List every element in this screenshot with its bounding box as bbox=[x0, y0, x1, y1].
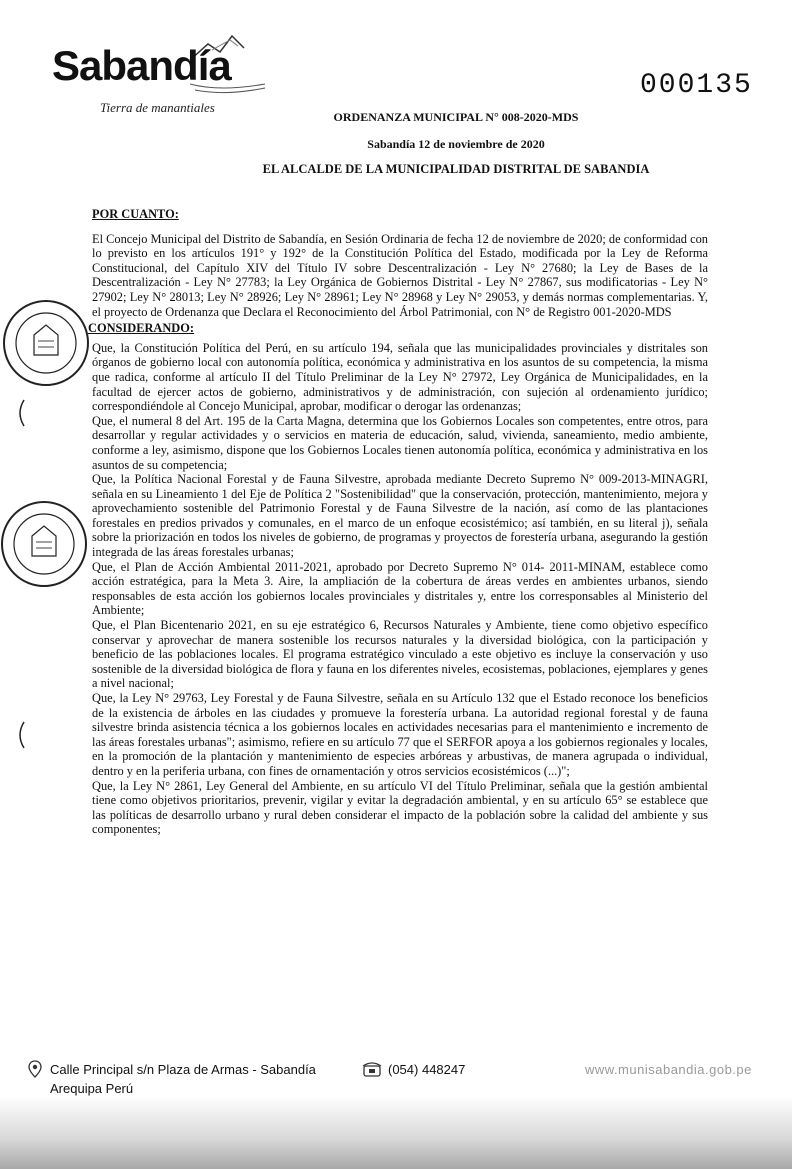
footer-city: Arequipa Perú bbox=[50, 1081, 134, 1096]
ordinance-date: Sabandía 12 de noviembre de 2020 bbox=[367, 137, 545, 151]
location-pin-icon bbox=[28, 1060, 42, 1078]
por-cuanto-paragraph: El Concejo Municipal del Distrito de Sabandía, en Sesión Ordinaria de fecha 12 de noviembre de 2020; de conformidad con lo previsto en los artículos 191° y 192° de la Constitución Política del Estado, modificada por la Ley de Reforma Constitucional, del Capítulo XIV del Título IV sobre Descentralización - Ley N° 27680; la Ley de Bases de la Descentralización - Ley N° 27783; la Ley Orgánica de Gobiernos Distrital - Ley N° 27867, sus modificatorias - Ley N° 27902; Ley N° 28013; Ley N° 28926; Ley N° 28961; Ley N° 28968 y Ley N° 29053, y demás normas complementarias. Y, el proyecto de Ordenanza que Declara el Reconocimiento del Árbol Patrimonial, con N° de Registro 001-2020-MDS bbox=[92, 231, 708, 319]
ordinance-title: ORDENANZA MUNICIPAL N° 008-2020-MDS bbox=[333, 110, 579, 124]
considerando-paragraph: Que, el numeral 8 del Art. 195 de la Carta Magna, determina que los Gobiernos Locales son competentes, entre otros, para desarrollar y regular actividades y o servicios en materia de educación, salud, vivienda, saneamiento, medio ambiente, conforme a ley, asimismo, dispone que los Gobiernos Locales tienen autonomía política, económica y administrativa en los asuntos de su competencia; bbox=[92, 413, 708, 472]
considerando-paragraph: Que, la Política Nacional Forestal y de Fauna Silvestre, aprobada mediante Decreto Supremo N° 009-2013-MINAGRI, señala en su Lineamiento 1 del Eje de Política 2 "Sostenibilidad" que la conservación, protección, mantenimiento, mejora y aprovechamiento sostenible del Patrimonio Forestal y de Fauna Silvestre de la nación, así como de las plantaciones forestales en predios privados y comunales, en el marco de un enfoque ecosistémico; así también, en su literal j), señala sobre la priorización en todos los niveles de gobierno, de programas y proyectos de forestería urbana, asegurando la gestión integrada de las áreas forestales urbanas; bbox=[92, 472, 708, 560]
considerando-paragraph: Que, la Ley N° 29763, Ley Forestal y de Fauna Silvestre, señala en su Artículo 132 que el Estado reconoce los beneficios de la existencia de árboles en las ciudades y promueve la forestería urbana. La autoridad regional forestal y de fauna silvestre brinda asistencia técnica a los gobiernos locales en actividades necesarias para el mantenimiento e incremento de las áreas forestales urbanas"; asimismo, refiere en su artículo 77 que el SERFOR apoya a los gobiernos regionales y locales, en la promoción de la plantación y mantenimiento de especies arbóreas y arbustivas, de manera agrupada o individual, dentro y en la periferia urbana, con fines de ornamentación y otros servicios ecosistémicos (...)"; bbox=[92, 691, 708, 778]
margin-mark bbox=[14, 720, 28, 750]
footer-phone: (054) 448247 bbox=[388, 1062, 466, 1077]
considerando-heading: CONSIDERANDO: bbox=[88, 321, 195, 336]
page-footer bbox=[0, 1048, 792, 1169]
footer-website[interactable]: www.munisabandia.gob.pe bbox=[585, 1062, 752, 1077]
issuer-heading: EL ALCALDE DE LA MUNICIPALIDAD DISTRITAL DE SABANDIA bbox=[262, 162, 650, 176]
considerando-paragraph: Que, el Plan de Acción Ambiental 2011-2021, aprobado por Decreto Supremo N° 014- 2011-MINAM, establece como acción estratégica, para la Meta 3. Aire, la ampliación de la cobertura de áreas verdes en ambientes urbanos, siendo responsables de esta acción los gobiernos locales provinciales y distritales y, entre los corresponsables al Ministerio del Ambiente; bbox=[92, 559, 708, 618]
municipal-seal-icon bbox=[0, 295, 96, 391]
considerando-paragraph: Que, el Plan Bicentenario 2021, en su eje estratégico 6, Recursos Naturales y Ambiente, tiene como objetivo específico conservar y aprovechar de manera sostenible los recursos naturales y la diversidad biológica, con la participación y beneficio de las poblaciones locales. El programa estratégico vinculado a este objetivo es incluye la conservación y uso sostenible de la diversidad biológica de flora y fauna en los diferentes niveles, ecosistemas, poblaciones, ejemplares y genes a nivel nacional; bbox=[92, 618, 708, 691]
document-number: 000135 bbox=[640, 70, 753, 101]
phone-icon bbox=[362, 1060, 382, 1078]
municipal-seal-icon bbox=[0, 498, 96, 594]
margin-mark bbox=[14, 398, 28, 428]
ordinance-body bbox=[88, 207, 708, 837]
footer-address: Calle Principal s/n Plaza de Armas - Sabandía bbox=[50, 1062, 316, 1077]
por-cuanto-heading: POR CUANTO: bbox=[92, 207, 179, 221]
considerando-paragraph: Que, la Ley N° 2861, Ley General del Ambiente, en su artículo VI del Título Preliminar, señala que la gestión ambiental tiene como objetivos prioritarios, prevenir, vigilar y evitar la degradación ambiental, y en su artículo 65° se establece que las políticas de desarrollo urbano y rural deben considerar el impacto de la población sobre la calidad del ambiente y sus componentes; bbox=[92, 778, 708, 837]
logo-tagline: Tierra de manantiales bbox=[100, 100, 215, 115]
logo-wordmark: Sabandía bbox=[52, 42, 231, 89]
considerando-paragraph: Que, la Constitución Política del Perú, en su artículo 194, señala que las municipalidades provinciales y distritales son órganos de gobierno local con autonomía política, económica y administrativa en los asuntos de su competencia, la misma que radica, conforme al artículo II del Título Preliminar de la Ley N° 27972, Ley Orgánica de Municipalidades, en la facultad de ejercer actos de gobierno, administrativos y de administración, con sujeción al ordenamiento jurídico; correspondiéndole al Concejo Municipal, aprobar, modificar o derogar las ordenanzas; bbox=[92, 340, 708, 414]
